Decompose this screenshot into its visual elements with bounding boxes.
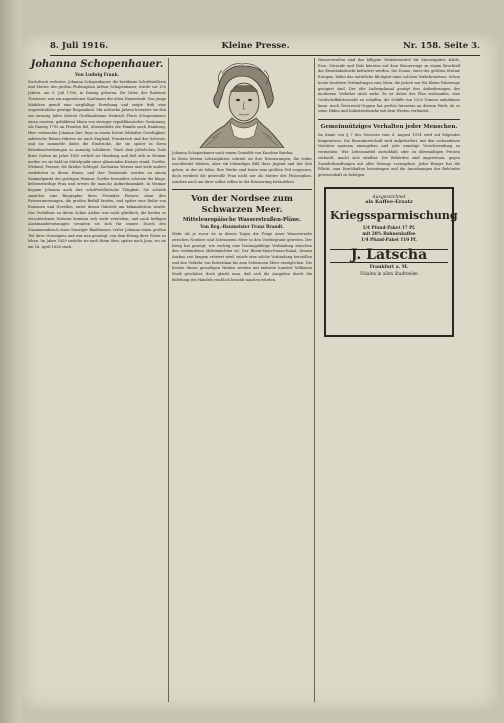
ad-headline: Kriegssparmischung	[330, 209, 458, 223]
ad-price-1: 1/4 Pfund-Paket 17 Pf.	[362, 225, 416, 231]
article2-title: Von der Nordsee zum Schwarzen Meer.	[191, 194, 293, 216]
section-body: Im Sinne von § 7 des Gesetzes vom 4. August 1914 wird auf folgendes hingewiesen: Die Einwohnerschaft wird aufgefordert, mit den vorhandenen Vorräten sparsam umzugehen und jede unnötige Verschwendung zu vermeiden. Wer Lebensmittel zurückhält oder zu übermäßigen Preisen verkauft, macht sich strafbar. Die Behörden sind angewiesen, gegen Zuwiderhandlungen mit aller Strenge vorzugehen. Jeder Bürger hat die Pflicht, zum Durchhalten beizutragen und die Anordnungen der Behörden gewissenhaft zu befolgen.	[318, 133, 460, 177]
column-3	[318, 58, 460, 702]
article2-byline: Von Reg.-Baumeister Franz Brandt.	[200, 224, 284, 230]
article-byline: Von Ludwig Frank.	[75, 72, 119, 77]
ad-city: Frankfurt a. M.	[369, 264, 409, 270]
column-rule-2	[314, 58, 315, 702]
ad-subline: mit 20% Bohnenkaffee	[362, 231, 416, 237]
page-header	[50, 39, 480, 56]
column-2	[172, 58, 312, 702]
ad-brand: J. Latscha	[330, 249, 448, 263]
article-title: Johanna Schopenhauer.	[30, 59, 164, 70]
newspaper-page	[22, 34, 498, 710]
column-rule-1	[168, 58, 169, 702]
article-body-continued: In ihren letzten Lebensjahren schrieb sie ihre Erinnerungen, die leider unvollendet blieben, aber ein lebendiges Bild ihrer Jugend und der Zeit geben, in der sie lebte. Ihre Werke sind heute zum größten Teil vergessen, doch verdient die geistvolle Frau nicht nur als Mutter des Philosophen, sondern auch um ihrer selbst willen in der Erinnerung fortzuleben.	[172, 156, 312, 184]
header-paper-name: Kleine Presse.	[221, 41, 290, 51]
divider	[318, 119, 460, 120]
ad-line-1: Ausgezeichnet	[372, 194, 406, 200]
section-title: Gemeinnütziges Verhalten jeder Menschen.	[320, 124, 458, 131]
ad-footer: Filialen in allen Stadtteilen	[360, 271, 418, 277]
article3-body: Wasserstraßen sind das billigste Verkehrsmittel für Massengüter. Kohle, Erze, Getreide und Holz könnten auf dem Wasserwege zu einem Bruchteil der Eisenbahnfracht befördert werden. Die Donau, einer der größten Ströme Europas, bildet das natürliche Rückgrat eines solchen Verkehrsnetzes. Schon heute bestehen Verbindungen zum Main, die jedoch nur für kleine Fahrzeuge geeignet sind. Der alte Ludwigskanal genügt den Anforderungen des modernen Verkehrs nicht mehr. Es ist daher der Plan entstanden, eine Großschiffahrtsstraße zu schaffen, die Schiffe von 1200 Tonnen aufnehmen kann. Auch Österreich-Ungarn hat großes Interesse an diesem Werk, da es seine Häfen und Industriebezirke mit dem Westen verbindet.	[318, 58, 460, 114]
advertisement	[324, 187, 458, 337]
portrait-illustration	[192, 62, 292, 148]
portrait-caption: Johanna Schopenhauer nach einem Gemälde von Karoline Bardua.	[172, 151, 294, 155]
column-1	[28, 58, 166, 702]
ad-price-2: 1/4 Pfund-Paket 110 Pf.	[361, 237, 417, 243]
ad-line-2: als Kaffee-Ersatz	[365, 199, 413, 206]
divider	[172, 189, 312, 190]
header-issue: Nr. 158. Seite 3.	[402, 41, 480, 51]
header-date: 8. Juli 1916.	[50, 41, 109, 51]
article2-subtitle: Mitteleuropäische Wasserstraßen-Pläne.	[182, 217, 302, 224]
article2-body: Mehr als je zuvor ist in diesen Tagen die Frage einer Wasserstraße zwischen Nordsee und Schwarzem Meer in den Vordergrund getreten. Der Krieg hat gezeigt, wie wichtig eine leistungsfähige Verbindung zwischen den verbündeten Mittelmächten ist. Der Rhein-Main-Donau-Kanal, dessen Ausbau seit langem erörtert wird, würde eine solche Verbindung herstellen und den Verkehr von Rotterdam bis zum Schwarzen Meer ermöglichen. Die Kosten dieses gewaltigen Werkes werden auf mehrere hundert Millionen Mark geschätzt, doch glaubt man, daß sich die Ausgaben durch die Belebung des Handels reichlich bezahlt machen würden.	[172, 232, 312, 282]
binding-edge	[0, 0, 22, 723]
article-body: Nachdruck verboten. Johanna Schopenhauer, die berühmte Schriftstellerin und Mutter des großen Philosophen Arthur Schopenhauer, wurde vor 150 Jahren, am 9. Juli 1766, in Danzig geboren. Ihr Vater, der Ratsherr Trosiener, war ein angesehener Kaufmann der alten Hansestadt. Das junge Mädchen genoß eine sorgfältige Erziehung und zeigte früh eine ungewöhnliche geistige Regsamkeit. Mit achtzehn Jahren heiratete sie den um zwanzig Jahre älteren Großkaufmann Heinrich Floris Schopenhauer, einen ernsten, gebildeten Mann von strenger republikanischer Gesinnung. Als Danzig 1793 an Preußen fiel, übersiedelte die Familie nach Hamburg. Hier verbrachte Johanna ihre Tage in einem Kreise lebhafter Geselligkeit; zahlreiche Reisen führten sie nach England, Frankreich und der Schweiz, und sie sammelte dabei die Eindrücke, die sie später in ihren Reisebeschreibungen so anmutig schilderte. Nach dem plötzlichen Tode ihres Gatten im Jahre 1805 verließ sie Hamburg und ließ sich in Weimar nieder, wo sie bald im Mittelpunkt eines glänzenden Kreises stand. Goethe, Wieland, Fernow, die Brüder Schlegel, Zacharias Werner und viele andere verkehrten in ihrem Hause, und ihre Teeabende wurden zu einem Sammelpunkt des geistigen Weimar. Goethe besonders schätzte die kluge, liebenswürdige Frau und erwies ihr manche Aufmerksamkeit. In Weimar begann Johanna auch ihre schriftstellerische Tätigkeit. Sie schrieb zunächst eine Biographie ihres Freundes Fernow, dann ihre Reiseerinnerungen, die großen Beifall fanden, und später eine Reihe von Romanen und Novellen, unter denen Gabriele am bekanntesten wurde. Das Verhältnis zu ihrem Sohne Arthur war nicht glücklich; die beiden so verschiedenen Naturen konnten sich nicht verstehen, und nach heftigen Auseinandersetzungen trennten sie sich für immer. Durch den Zusammenbruch eines Danziger Bankhauses verlor Johanna einen großen Teil ihres Vermögens und war nun genötigt, von dem Ertrag ihrer Feder zu leben. Im Jahre 1829 siedelte sie nach Bonn über, später nach Jena, wo sie am 16. April 1838 starb.	[28, 79, 166, 250]
